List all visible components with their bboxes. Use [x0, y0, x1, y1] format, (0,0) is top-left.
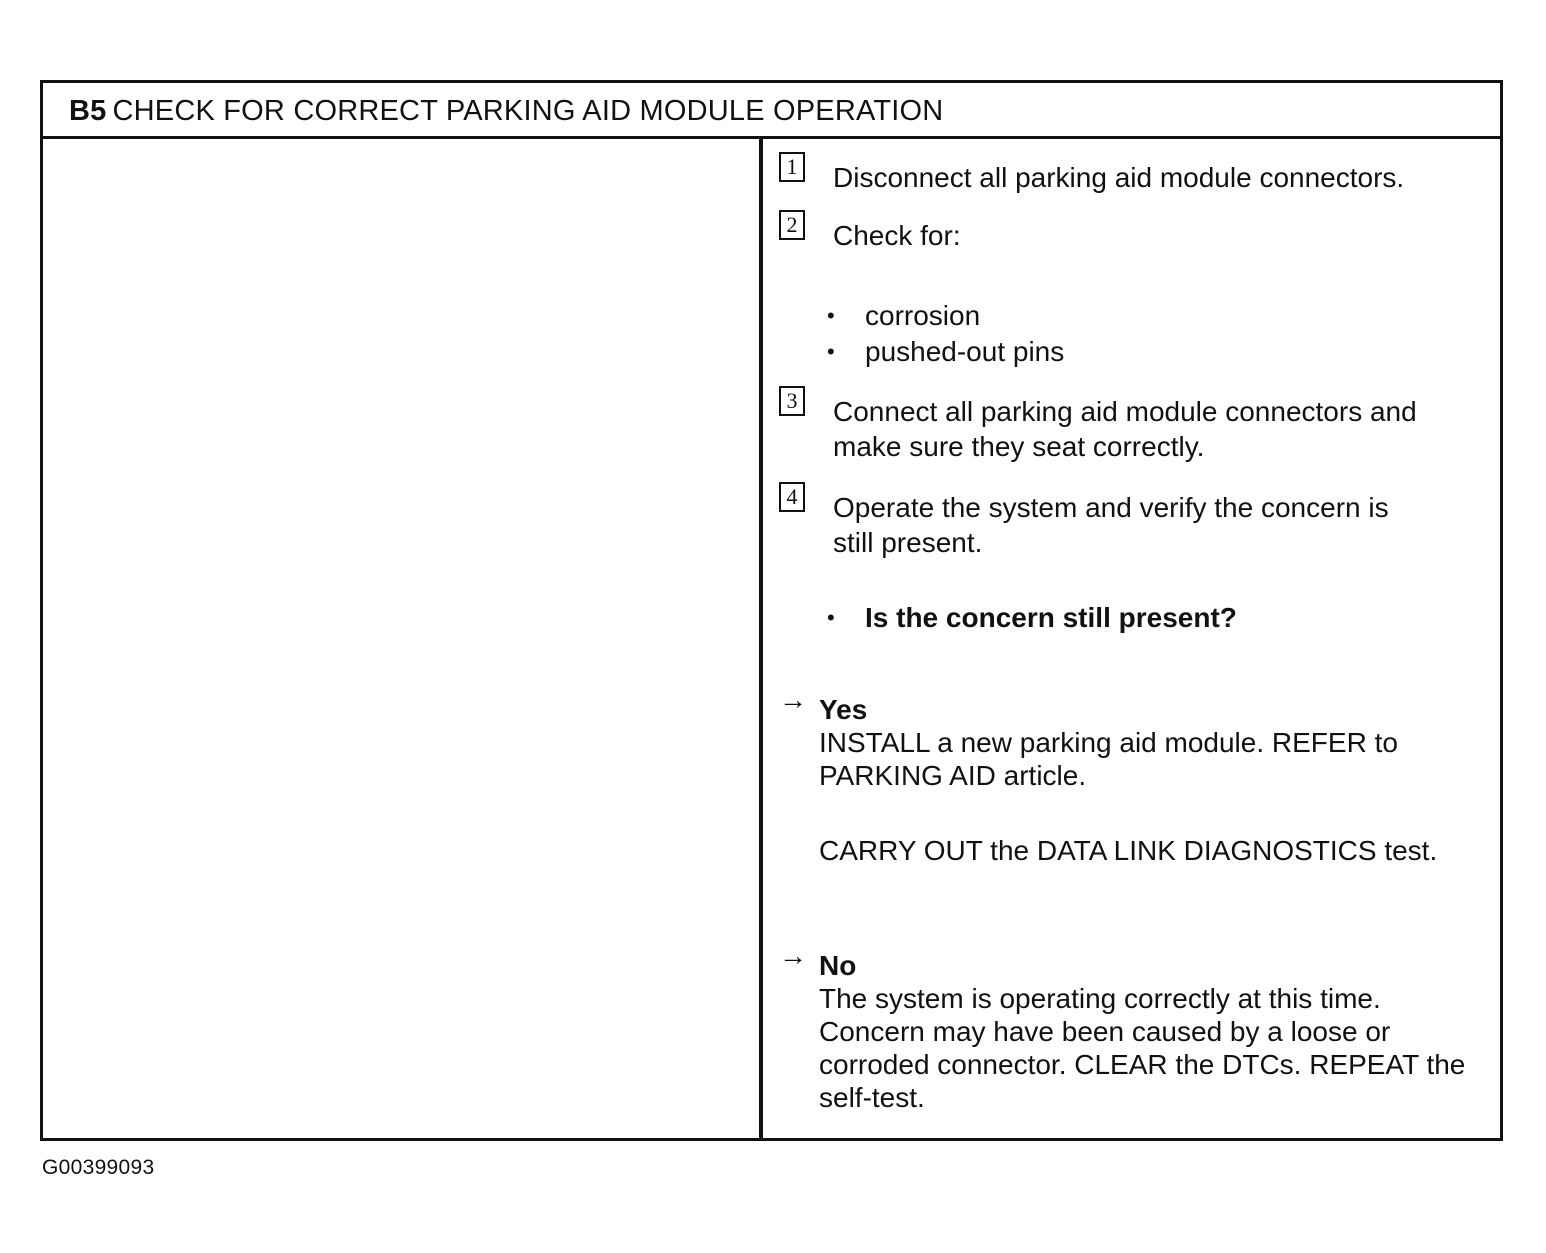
answer-body [819, 726, 1489, 909]
figure-id: G00399093 [42, 1156, 155, 1179]
answer-body [819, 982, 1489, 1156]
answer-label: Yes [819, 694, 868, 725]
step-text: Check for: [833, 220, 961, 251]
instructions-column [763, 136, 1500, 1138]
step-text: Operate the system and verify the concern is still present. [833, 492, 1389, 558]
decision-question: • Is the concern still present? [827, 600, 1237, 636]
answer-paragraph: CARRY OUT the DATA LINK DIAGNOSTICS test. [819, 835, 1438, 866]
arrow-right-icon: → [779, 940, 807, 971]
procedure-table [40, 80, 1503, 1141]
step-number-box: 2 [779, 210, 805, 240]
check-item: • pushed-out pins [827, 334, 1064, 370]
arrow-right-icon: → [779, 684, 807, 715]
check-list [827, 298, 1064, 370]
step-number-box: 3 [779, 386, 805, 416]
section-header [43, 83, 1500, 139]
answer-paragraph: INSTALL a new parking aid module. REFER to PARKING AID article. [819, 727, 1398, 791]
section-code: B5 [69, 95, 107, 127]
answer-label: No [819, 950, 857, 981]
step-text: Disconnect all parking aid module connectors. [833, 162, 1405, 193]
answer-paragraph: The system is operating correctly at this time. Concern may have been caused by a loose or corroded connector. CLEAR the DTCs. REPEAT the self-test. [819, 983, 1466, 1113]
check-item: • corrosion [827, 298, 1064, 334]
step-number-box: 1 [779, 152, 805, 182]
section-title: CHECK FOR CORRECT PARKING AID MODULE OPERATION [112, 95, 944, 127]
step-number-box: 4 [779, 482, 805, 512]
step-text: Connect all parking aid module connectors and make sure they seat correctly. [833, 396, 1417, 462]
